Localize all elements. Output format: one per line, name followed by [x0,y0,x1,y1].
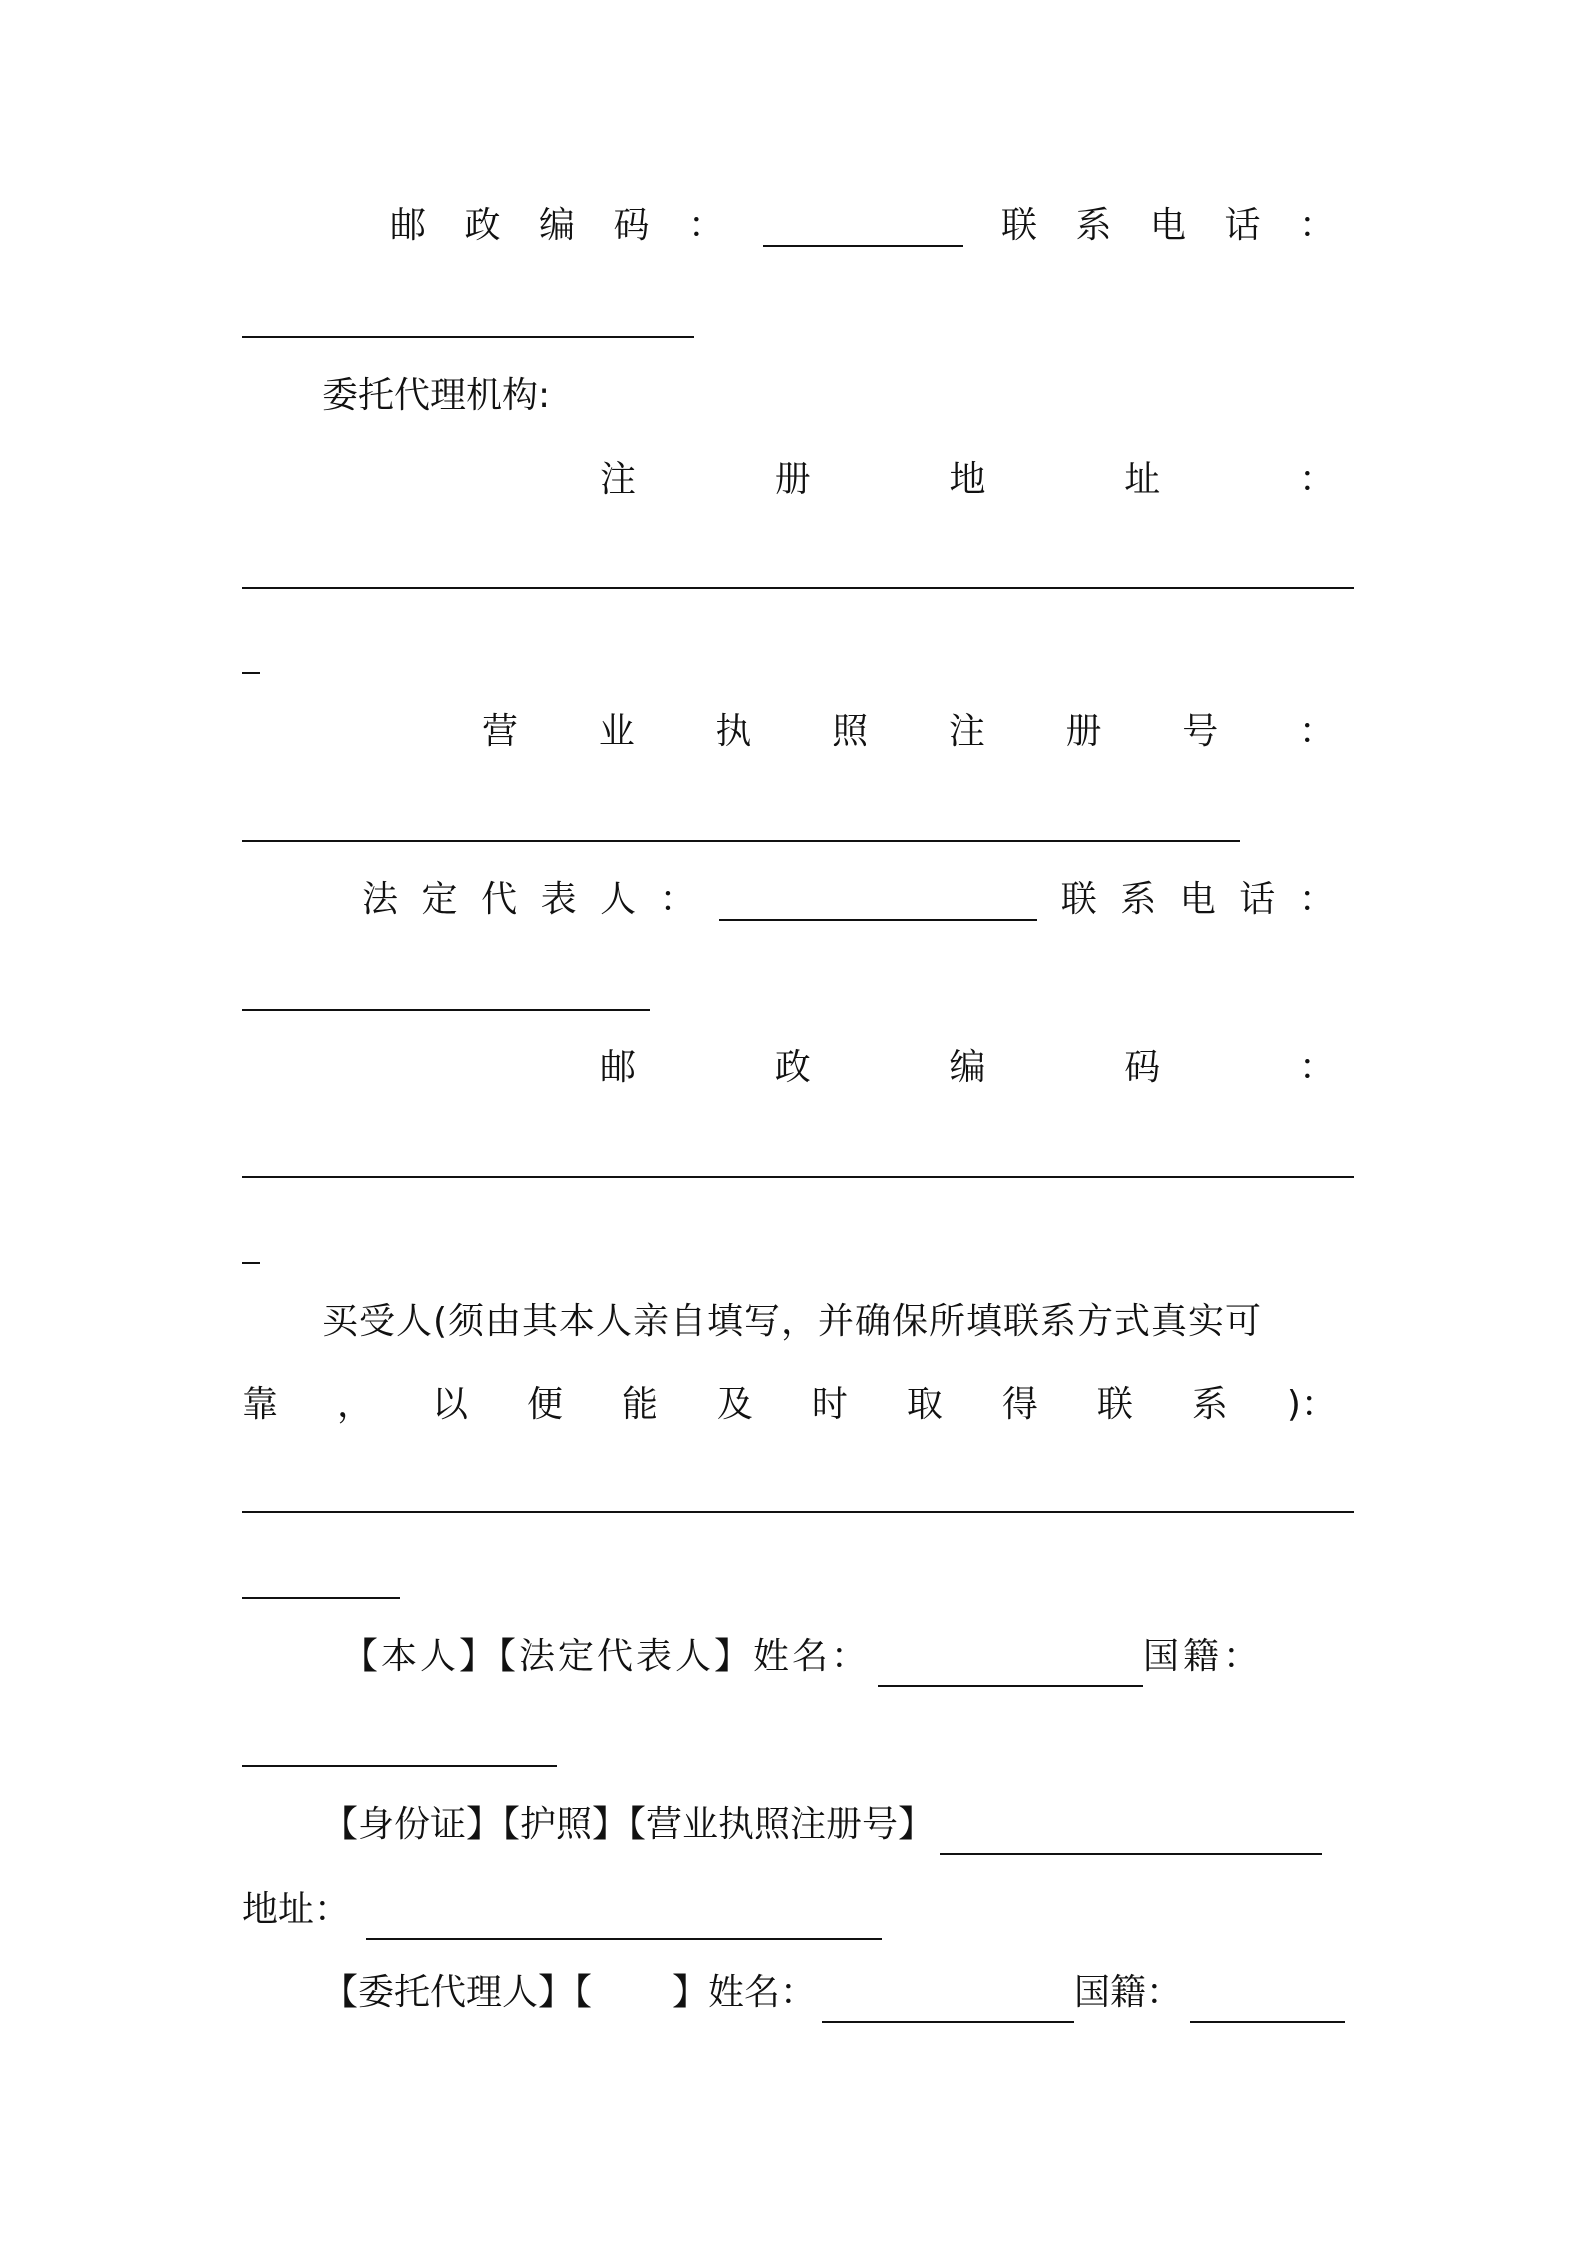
label-char: 取 [906,1384,943,1425]
label-char: 人 [600,879,637,920]
id-document-line [322,1795,1362,1855]
agent-nationality-field[interactable] [1190,1981,1345,2023]
label-char: 联 [1060,879,1097,920]
legal-rep-phone-field[interactable] [242,1009,650,1011]
buyer-instruction-line2 [242,1375,1337,1435]
address-field[interactable] [366,1898,882,1940]
label-char: ， [336,1384,373,1425]
label-char: 业 [598,711,635,752]
legal-rep-phone-line [362,870,1335,930]
legal-rep-field[interactable] [719,879,1037,921]
label-char: 及 [716,1384,753,1425]
registered-address-label [600,450,1335,510]
label-char: 系 [1120,879,1157,920]
label-char: 代 [481,879,518,920]
id-document-field[interactable] [940,1813,1322,1855]
label-char: ： [1298,711,1335,752]
postcode-label [600,1038,1335,1098]
label-char: 照 [832,711,869,752]
label-char: 联 [1096,1384,1133,1425]
agent-name-label: 】姓名： [672,1972,817,2013]
nationality-label: 国籍： [1143,1636,1264,1677]
license-number-field[interactable] [242,840,1240,842]
label-char: 以 [431,1384,468,1425]
label-char: 邮 [390,205,427,246]
label-char: 靠 [242,1384,279,1425]
phone-field-continuation[interactable] [242,336,694,338]
label-char: 话 [1239,879,1276,920]
label-char: 注 [600,459,637,500]
label-char: ： [1298,459,1335,500]
label-char: 址 [1124,459,1161,500]
agent-label: 【委托代理人】【 [322,1972,593,2013]
label-char: 编 [949,1047,986,1088]
postcode-field[interactable] [763,205,963,247]
label-char: 码 [1124,1047,1161,1088]
label-char: 联 [1000,205,1037,246]
label-char: 营 [482,711,519,752]
registered-address-field-end[interactable] [242,672,260,674]
label-char: 系 [1075,205,1112,246]
nationality-field[interactable] [242,1765,557,1767]
agent-name-field[interactable] [822,1981,1074,2023]
label-char: 注 [948,711,985,752]
agent-nationality-label: 国籍： [1074,1972,1183,2013]
label-char: 政 [774,1047,811,1088]
label-char: 电 [1149,205,1186,246]
address-label: 地址： [242,1889,351,1930]
person-name-label: 【本人】【法定代表人】姓名： [342,1636,871,1677]
label-char: ： [688,205,725,246]
label-char: 册 [1065,711,1102,752]
agency-title: 委托代理机构: [322,375,551,416]
label-char: 得 [1001,1384,1038,1425]
label-char: ： [1298,1047,1335,1088]
registered-address-field[interactable] [242,587,1354,589]
label-char: 政 [464,205,501,246]
agent-line [322,1963,1362,2023]
label-char: 执 [715,711,752,752]
label-char: 码 [613,205,650,246]
label-char: ： [1298,205,1335,246]
label-char: 地 [949,459,986,500]
label-char: 能 [621,1384,658,1425]
label-char: 册 [774,459,811,500]
postcode-phone-line [390,196,1335,256]
label-char: 表 [540,879,577,920]
postcode-field-end[interactable] [242,1262,260,1264]
label-char: ： [659,879,696,920]
label-char: 编 [539,205,576,246]
label-char: ： [1298,879,1335,920]
label-char: 便 [526,1384,563,1425]
license-number-label [482,702,1335,762]
postcode-field[interactable] [242,1176,1354,1178]
person-name-line [342,1627,1342,1687]
label-char: 号 [1182,711,1219,752]
address-line [242,1880,1142,1940]
label-char: 时 [811,1384,848,1425]
buyer-instruction-line1: 买受人(须由其本人亲自填写，并确保所填联系方式真实可 [322,1301,1263,1342]
label-char: )： [1286,1384,1337,1425]
label-char: 系 [1191,1384,1228,1425]
person-name-field[interactable] [878,1645,1143,1687]
buyer-field[interactable] [242,1511,1354,1513]
label-char: 定 [421,879,458,920]
label-char: 电 [1179,879,1216,920]
label-char: 法 [362,879,399,920]
label-char: 话 [1224,205,1261,246]
id-document-label: 【身份证】【护照】【营业执照注册号】 [322,1804,935,1845]
label-char: 邮 [600,1047,637,1088]
buyer-field-end[interactable] [242,1597,400,1599]
